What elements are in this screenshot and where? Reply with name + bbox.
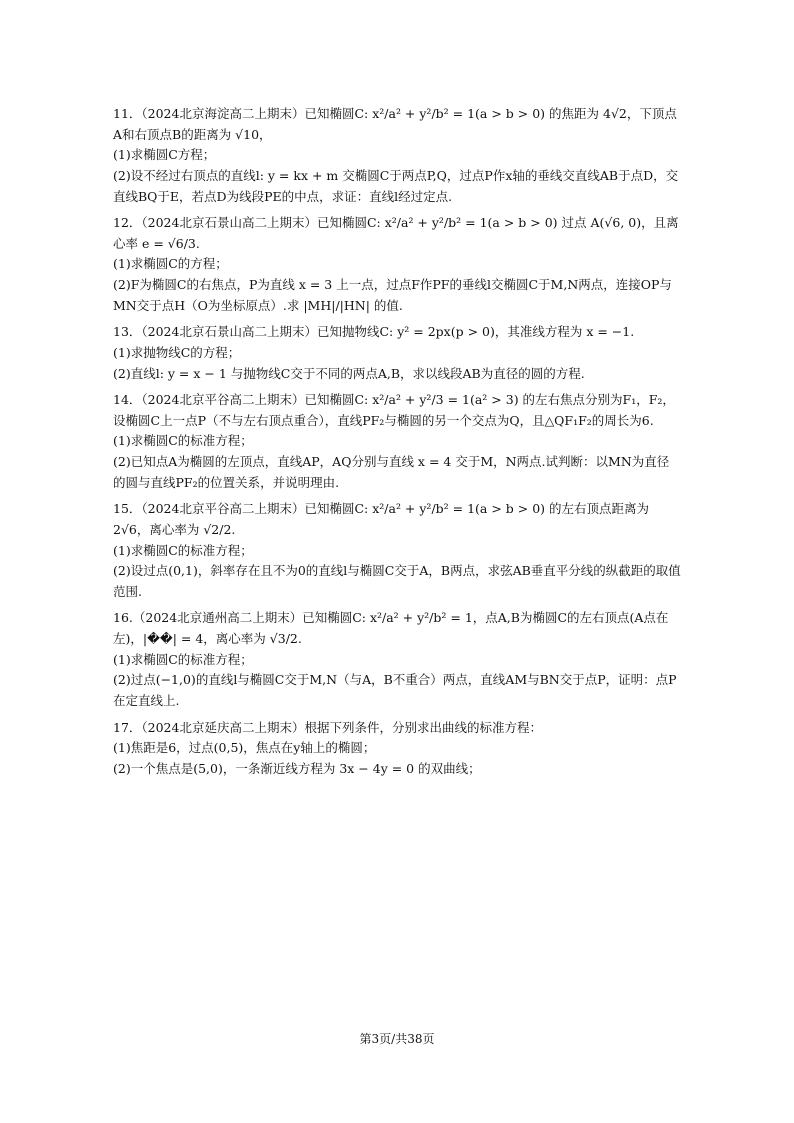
question-part: (2)已知点A为椭圆的左顶点，直线AP，AQ分别与直线 x = 4 交于M，N两点.试判断：以MN为直径的圆与直线PF₂的位置关系，并说明理由. bbox=[113, 454, 670, 490]
question-part: (2)过点(−1,0)的直线l与椭圆C交于M,N（与A，B不重合）两点，直线AM与BN交于点P，证明：点P在定直线上. bbox=[113, 672, 677, 708]
question-part: (1)求椭圆C的标准方程； bbox=[113, 542, 253, 558]
question-13 bbox=[113, 322, 681, 384]
question-stem: 15．（2024北京平谷高二上期末）已知椭圆C: x²/a² + y²/b² = 1(a > b > 0) 的左右顶点距离为 2√6，离心率为 √2/2. bbox=[113, 501, 650, 537]
question-17 bbox=[113, 718, 681, 780]
question-stem: 12．（2024北京石景山高二上期末）已知椭圆C: x²/a² + y²/b² = 1(a > b > 0) 过点 A(√6, 0)，且离心率 e = √6/3. bbox=[113, 215, 679, 251]
question-stem: 11．（2024北京海淀高二上期末）已知椭圆C: x²/a² + y²/b² = 1(a > b > 0) 的焦距为 4√2，下顶点A和右顶点B的距离为 √10， bbox=[113, 106, 677, 142]
question-part: (2)设不经过右顶点的直线l: y = kx + m 交椭圆C于两点P,Q，过点P作x轴的垂线交直线AB于点D，交直线BQ于E，若点D为线段PE的中点，求证：直线l经过定点. bbox=[113, 167, 679, 204]
question-stem: 14．（2024北京平谷高二上期末）已知椭圆C: x²/a² + y²/3 = 1(a² > 3) 的左右焦点分别为F₁，F₂，设椭圆C上一点P（不与左右顶点重合），直线PF₂与椭圆的另一个交点为Q，且△QF₁F₂的周长为6. bbox=[113, 392, 675, 428]
question-part: (2)F为椭圆C的右焦点，P为直线 x = 3 上一点，过点F作PF的垂线l交椭圆C于M,N两点，连接OP与MN交于点H（O为坐标原点）.求 |MH|/|HN| 的值. bbox=[113, 277, 672, 313]
question-list bbox=[113, 104, 681, 785]
question-part: (1)求椭圆C的标准方程； bbox=[113, 433, 253, 449]
question-part: (1)求椭圆C方程； bbox=[113, 147, 216, 163]
question-part: (1)求椭圆C的标准方程； bbox=[113, 651, 253, 667]
question-part: (2)一个焦点是(5,0)，一条渐近线方程为 3x − 4y = 0 的双曲线； bbox=[113, 760, 481, 776]
question-part: (1)求椭圆C的方程； bbox=[113, 256, 228, 272]
question-14 bbox=[113, 390, 681, 493]
question-part: (2)设过点(0,1)，斜率存在且不为0的直线l与椭圆C交于A，B两点，求弦AB垂直平分线的纵截距的取值范围. bbox=[113, 563, 681, 599]
question-15 bbox=[113, 499, 681, 602]
question-16 bbox=[113, 608, 681, 711]
page-footer: 第3页/共38页 bbox=[359, 1032, 435, 1046]
question-11 bbox=[113, 104, 681, 207]
question-part: (2)直线l: y = x − 1 与抛物线C交于不同的两点A,B，求以线段AB为直径的圆的方程. bbox=[113, 365, 585, 381]
question-stem: 17．（2024北京延庆高二上期末）根据下列条件，分别求出曲线的标准方程： bbox=[113, 719, 542, 735]
question-12 bbox=[113, 213, 681, 316]
question-stem: 16.（2024北京通州高二上期末）已知椭圆C: x²/a² + y²/b² = 1，点A,B为椭圆C的左右顶点(A点在左)，|��| = 4，离心率为 √3/2. bbox=[113, 610, 669, 646]
question-stem: 13．（2024北京石景山高二上期末）已知抛物线C: y² = 2px(p > 0)，其准线方程为 x = −1. bbox=[113, 324, 635, 340]
question-part: (1)焦距是6，过点(0,5)，焦点在y轴上的椭圆； bbox=[113, 740, 376, 756]
question-part: (1)求抛物线C的方程； bbox=[113, 344, 241, 360]
